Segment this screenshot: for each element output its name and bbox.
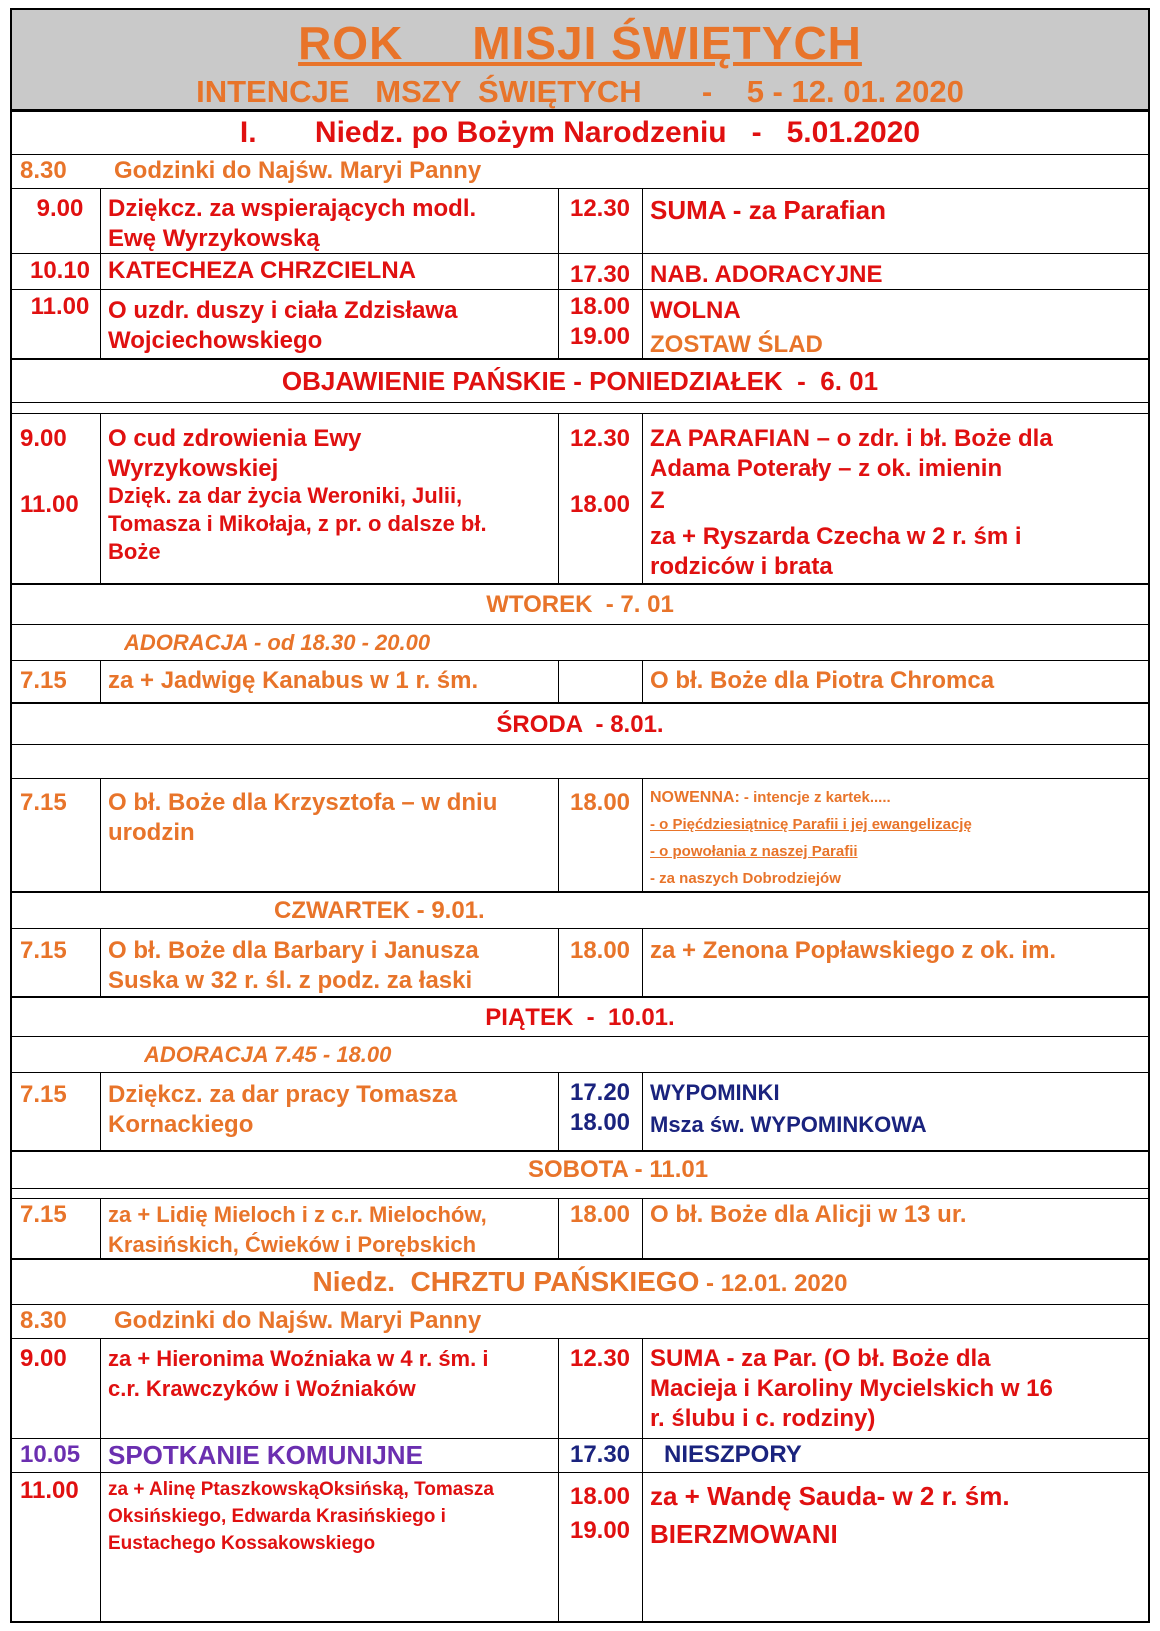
intention-cell: SPOTKANIE KOMUNIJNE bbox=[108, 1440, 423, 1470]
intention-cell: O bł. Boże dla Krzysztofa – w dniu urodzin bbox=[108, 789, 498, 846]
time-cell: 12.30 bbox=[569, 425, 631, 452]
time-cell: 11.00 bbox=[30, 293, 90, 320]
time-godzinki: 8.30 bbox=[20, 157, 67, 184]
time-cell: 10.10 bbox=[29, 257, 91, 284]
time-cell: 9.00 bbox=[20, 425, 67, 452]
novena-item: - o powołania z naszej Parafii bbox=[650, 843, 858, 860]
time-cell: 9.00 bbox=[36, 195, 84, 222]
intention-cell: O bł. Boże dla Alicji w 13 ur. bbox=[650, 1201, 967, 1228]
novena-line bbox=[650, 784, 1145, 811]
intention-cell: za + Zenona Popławskiego z ok. im. bbox=[650, 937, 1057, 964]
page-subtitle: INTENCJE MSZY ŚWIĘTYCH - 5 - 12. 01. 2020 bbox=[196, 74, 964, 109]
intention-cell: SUMA - za Parafian bbox=[650, 195, 886, 225]
time-cell: 7.15 bbox=[20, 1081, 67, 1108]
intention-cell: za + Ryszarda Czecha w 2 r. śm i rodziców i brata bbox=[650, 523, 1022, 580]
day-heading-sunday1: I. Niedz. po Bożym Narodzeniu - 5.01.2020 bbox=[239, 116, 921, 149]
intention-cell: za + Alinę PtaszkowskąOksińską, Tomasza Oksińskiego, Edwarda Krasińskiego i Eustachego Kossakowskiego bbox=[108, 1479, 494, 1554]
intention-cell: O bł. Boże dla Piotra Chromca bbox=[650, 667, 995, 694]
time-cell: 18.00 bbox=[569, 1201, 631, 1228]
time-cell: 7.15 bbox=[20, 937, 67, 964]
godzinki-text: Godzinki do Najśw. Maryi Panny bbox=[114, 1307, 482, 1334]
time-cell: 18.00 bbox=[569, 937, 631, 964]
intention-cell: za + Hieronima Woźniaka w 4 r. śm. i c.r. Krawczyków i Woźniaków bbox=[108, 1346, 489, 1401]
schedule-sheet bbox=[10, 8, 1150, 1623]
time-godzinki: 8.30 bbox=[20, 1307, 67, 1334]
time-cell: 18.00 bbox=[569, 789, 631, 816]
time-cell: 18.00 bbox=[569, 1109, 631, 1136]
time-cell: 17.20 bbox=[569, 1079, 631, 1106]
intention-cell: NAB. ADORACYJNE bbox=[650, 261, 883, 288]
time-cell: 18.00 bbox=[569, 1483, 631, 1510]
intention-cell: Dziękcz. za wspierających modl. Ewę Wyrzykowską bbox=[108, 195, 477, 252]
time-cell: 12.30 bbox=[569, 195, 631, 222]
sunday2-title: Niedz. CHRZTU PAŃSKIEGO bbox=[312, 1266, 700, 1297]
intention-cell: SUMA - za Par. (O bł. Boże dla Macieja i Karoliny Mycielskich w 16 r. ślubu i c. rodziny) bbox=[650, 1345, 1053, 1432]
time-cell: 19.00 bbox=[569, 323, 631, 350]
day-heading-sunday2 bbox=[12, 1262, 1148, 1302]
day-heading-friday: PIĄTEK - 10.01. bbox=[485, 1004, 675, 1031]
day-heading-monday: OBJAWIENIE PAŃSKIE - PONIEDZIAŁEK - 6. 01 bbox=[281, 366, 879, 396]
intention-cell: za + Wandę Sauda- w 2 r. śm. bbox=[650, 1481, 1010, 1511]
time-cell: 9.00 bbox=[20, 1345, 67, 1372]
time-cell: 17.30 bbox=[569, 1441, 631, 1468]
title-banner bbox=[12, 10, 1148, 112]
intention-cell: za + Lidię Mieloch i z c.r. Mielochów, Krasińskich, Ćwieków i Porębskich bbox=[108, 1202, 487, 1257]
time-cell: 18.00 bbox=[569, 293, 631, 320]
intention-cell: Dzięk. za dar życia Weroniki, Julii, Tomasza i Mikołaja, z pr. o dalsze bł. Boże bbox=[108, 483, 487, 564]
time-cell: 7.15 bbox=[20, 789, 67, 816]
intention-cell: WOLNA bbox=[650, 297, 741, 324]
intention-cell: O cud zdrowienia Ewy Wyrzykowskiej bbox=[108, 425, 362, 482]
intention-cell: O uzdr. duszy i ciała Zdzisława Wojciechowskiego bbox=[108, 297, 458, 354]
intention-cell: KATECHEZA CHRZCIELNA bbox=[108, 257, 416, 284]
page-title: ROK MISJI ŚWIĘTYCH bbox=[298, 17, 862, 69]
intention-cell: BIERZMOWANI bbox=[650, 1519, 838, 1549]
intention-cell: NIESZPORY bbox=[664, 1441, 802, 1468]
intention-cell: ZOSTAW ŚLAD bbox=[650, 331, 823, 358]
time-cell: 18.00 bbox=[569, 491, 631, 518]
adoracja-note: ADORACJA - od 18.30 - 20.00 bbox=[124, 630, 431, 655]
time-cell: 19.00 bbox=[569, 1517, 631, 1544]
sunday2-date: - 12.01. 2020 bbox=[699, 1270, 848, 1297]
intention-cell: ZA PARAFIAN – o zdr. i bł. Boże dla Adama Poterały – z ok. imienin bbox=[650, 425, 1053, 482]
day-heading-saturday: SOBOTA - 11.01 bbox=[528, 1156, 709, 1183]
time-cell: 12.30 bbox=[569, 1345, 631, 1372]
intention-cell: WYPOMINKI bbox=[650, 1080, 780, 1105]
day-heading-tuesday: WTOREK - 7. 01 bbox=[486, 591, 674, 618]
intention-cell: Z bbox=[650, 487, 665, 514]
intention-cell: za + Jadwigę Kanabus w 1 r. śm. bbox=[108, 667, 479, 694]
time-cell: 7.15 bbox=[20, 1201, 67, 1228]
novena-item: - intencje z kartek..... bbox=[739, 789, 891, 806]
novena-item: - o Pięćdziesiątnicę Parafii i jej ewangelizację bbox=[650, 816, 972, 833]
godzinki-text: Godzinki do Najśw. Maryi Panny bbox=[114, 157, 482, 184]
time-cell: 10.05 bbox=[20, 1441, 81, 1468]
novena-label: NOWENNA: bbox=[650, 789, 740, 806]
time-cell: 11.00 bbox=[20, 1477, 79, 1504]
day-heading-wednesday: ŚRODA - 8.01. bbox=[496, 711, 664, 738]
novena-item: - za naszych Dobrodziejów bbox=[650, 870, 841, 887]
intention-cell: Msza św. WYPOMINKOWA bbox=[650, 1112, 927, 1137]
time-cell: 17.30 bbox=[569, 261, 631, 288]
intention-cell: O bł. Boże dla Barbary i Janusza Suska w 32 r. śl. z podz. za łaski bbox=[108, 937, 479, 994]
intention-cell: Dziękcz. za dar pracy Tomasza Kornackiego bbox=[108, 1081, 458, 1138]
time-cell: 7.15 bbox=[20, 667, 67, 694]
day-heading-thursday: CZWARTEK - 9.01. bbox=[274, 897, 485, 924]
adoracja-note: ADORACJA 7.45 - 18.00 bbox=[144, 1042, 392, 1067]
time-cell: 11.00 bbox=[20, 491, 79, 518]
